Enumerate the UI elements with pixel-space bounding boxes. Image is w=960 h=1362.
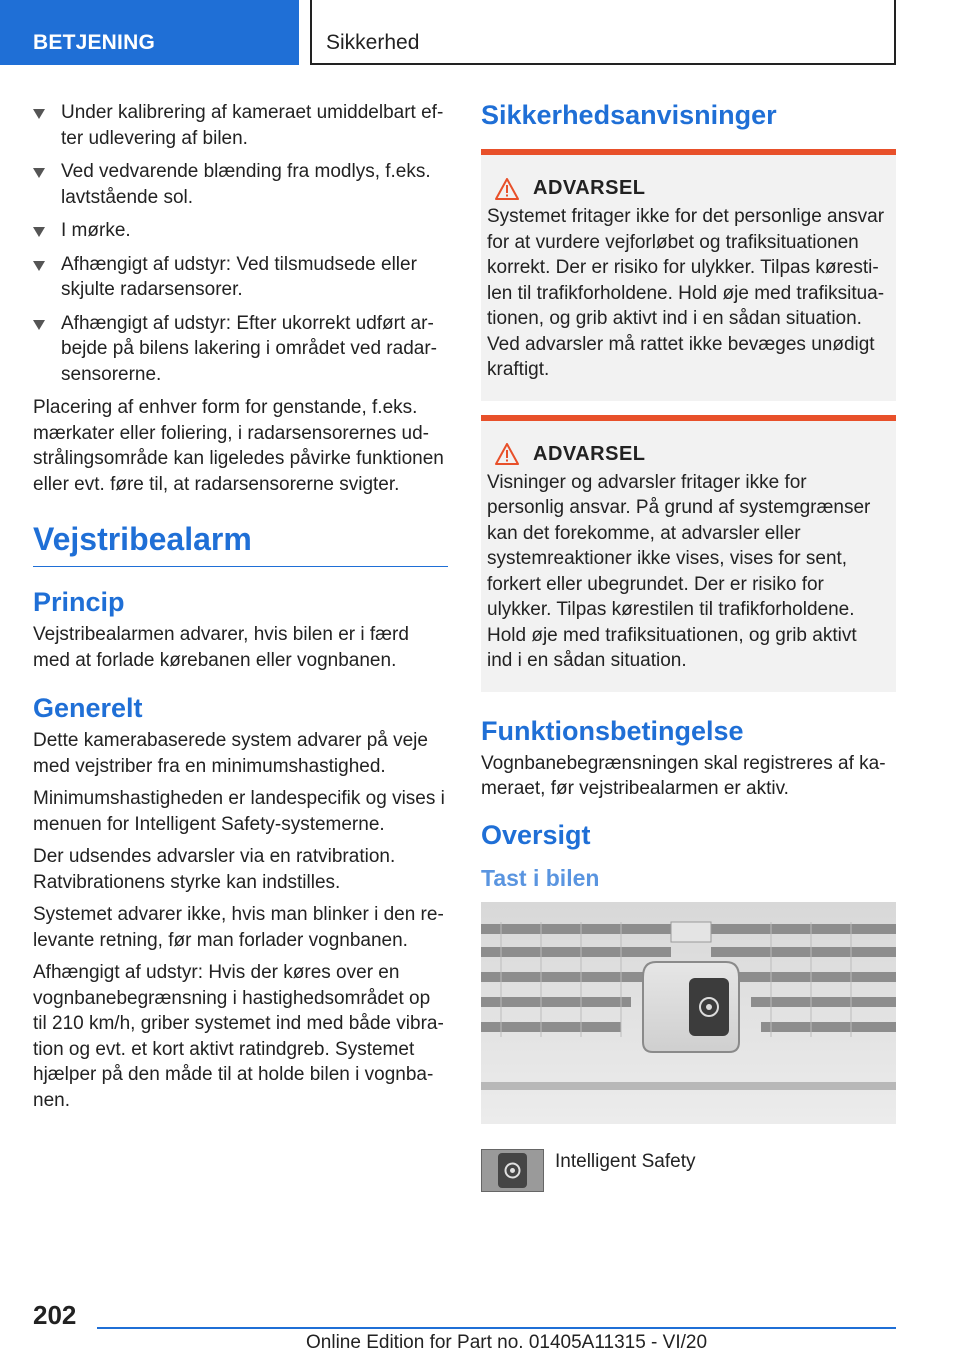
funktion-paragraph: Vognbanebegrænsningen skal registreres af kameraet, før vejstribealarmen er aktiv. xyxy=(481,752,886,799)
left-column xyxy=(33,100,448,1120)
intelligent-safety-button-icon xyxy=(481,1149,544,1192)
warning-triangle-icon xyxy=(495,178,519,200)
bullet-text: Ved vedvarende blænding fra modlys, f.eks. lavtstående sol. xyxy=(61,161,431,208)
triangle-bullet-icon xyxy=(33,109,45,119)
triangle-bullet-icon xyxy=(33,261,45,271)
generelt-paragraph: Der udsendes advarsler via en ratvibration. Ratvibrationens styrke kan indstilles. xyxy=(33,846,396,893)
generelt-heading: Generelt xyxy=(33,693,143,723)
chapter-title: Sikkerhed xyxy=(310,0,896,65)
warning-text: Visninger og advarsler fritager ikke for personlig ansvar. På grund af systemgrænser kan det forekomme, at advarsler eller systemreaktioner ikke vises, vises for sent, forkert eller ubegrundet. Der er risiko for ulykker. Tilpas kørestilen til trafikforholdene. Hold øje med trafiksituationen, og grib aktivt ind i en sådan situation. xyxy=(487,471,871,671)
warning-triangle-icon xyxy=(495,443,519,465)
caption-row xyxy=(481,1149,896,1192)
triangle-bullet-icon xyxy=(33,168,45,178)
section-heading: Vejstribealarm xyxy=(33,521,448,567)
list-item xyxy=(33,100,448,151)
warning-text: Systemet fritager ikke for det personlige ansvar for at vurdere vejforløbet og trafiksituationen korrekt. Der er risiko for ulykker. Tilpas kørestilen til trafikforholdene. Hold øje med trafiksituationen, og grib aktivt ind i en sådan situation. Ved advarsler må rattet ikke bevæges unødigt kraftigt. xyxy=(487,206,885,380)
generelt-paragraph: Systemet advarer ikke, hvis man blinker i den relevante retning, før man forlader vognbanen. xyxy=(33,904,444,951)
generelt-paragraph: Afhængigt af udstyr: Hvis der køres over en vognbanebegrænsning i hastighedsområdet op til 210 km/h, griber systemet ind med både vibration og evt. et kort aktivt ratindgreb. Systemet hjælper på den måde til at holde bilen i vognbanen. xyxy=(33,962,444,1111)
triangle-bullet-icon xyxy=(33,227,45,237)
placement-paragraph: Placering af enhver form for genstande, f.eks. mærkater eller foliering, i radarsensorernes udstrålingsområde kan ligeledes påvirke funktionen eller evt. føre til, at radarsensorerne svigter. xyxy=(33,397,444,495)
bullet-text: I mørke. xyxy=(61,220,131,241)
warning-box xyxy=(481,415,896,692)
section-tab[interactable]: BETJENING xyxy=(0,0,299,65)
bullet-text: Under kalibrering af kameraet umiddelbart efter udlevering af bilen. xyxy=(61,102,444,149)
list-item xyxy=(33,159,448,210)
bullet-text: Afhængigt af udstyr: Ved tilsmudsede eller skjulte radarsensorer. xyxy=(61,253,417,300)
warning-box xyxy=(481,149,896,401)
generelt-paragraph: Minimumshastigheden er landespecifik og vises i menuen for Intelligent Safety-systemerne. xyxy=(33,788,445,835)
list-item xyxy=(33,218,448,244)
footer-divider xyxy=(97,1327,896,1329)
warning-title: ADVARSEL xyxy=(533,177,646,199)
funktion-heading: Funktionsbetingelse xyxy=(481,715,744,746)
tast-heading: Tast i bilen xyxy=(481,864,600,891)
bullet-text: Afhængigt af udstyr: Efter ukorrekt udført arbejde på bilens lakering i området ved radarsensorerne. xyxy=(61,312,437,385)
edition-text[interactable]: Online Edition for Part no. 01405A11315 - VI/20 xyxy=(306,1332,708,1353)
caption-label: Intelligent Safety xyxy=(555,1150,696,1172)
princip-paragraph: Vejstribealarmen advarer, hvis bilen er i færd med at forlade kørebanen eller vognbanen. xyxy=(33,624,409,671)
warning-title: ADVARSEL xyxy=(533,442,646,465)
safety-heading: Sikkerhedsanvisninger xyxy=(481,100,777,130)
princip-heading: Princip xyxy=(33,587,125,617)
page-number: 202 xyxy=(33,1300,77,1330)
generelt-paragraph: Dette kamerabaserede system advarer på veje med vejstriber fra en minimumshastighed. xyxy=(33,730,428,777)
button-panel-photo xyxy=(481,902,896,1124)
triangle-bullet-icon xyxy=(33,320,45,330)
oversigt-heading: Oversigt xyxy=(481,819,591,850)
list-item xyxy=(33,311,448,388)
list-item xyxy=(33,252,448,303)
bullet-list xyxy=(33,100,448,387)
right-column xyxy=(481,100,896,1192)
